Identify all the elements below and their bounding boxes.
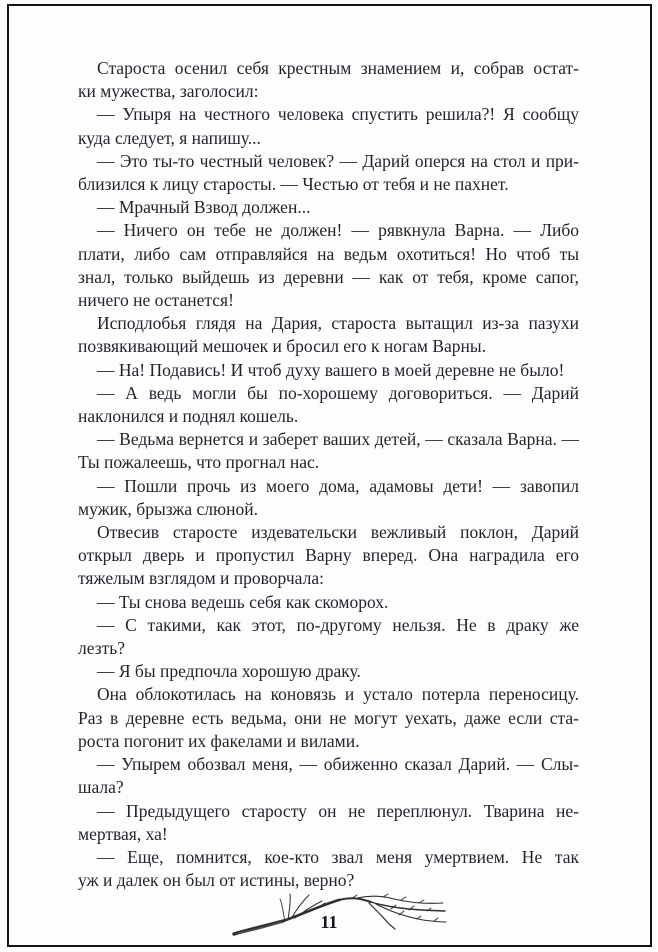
paragraph xyxy=(78,57,579,103)
text-line: — Ничего он тебе не должен! — рявкнула Варна. — Либо xyxy=(97,220,579,241)
text-block xyxy=(78,57,579,892)
text-line: — Пошли прочь из моего дома, адамовы дети! — завопил xyxy=(97,475,579,496)
text-line: — Упыря на честного человека спустить решила?! Я сообщу xyxy=(97,104,579,125)
text-line: знал, только выйдешь из деревни — как от тебя, кроме сапог, xyxy=(78,266,579,287)
text-line: ки мужества, заголосил: xyxy=(78,81,259,102)
paragraph xyxy=(78,660,579,683)
paragraph xyxy=(78,683,579,753)
text-line: Ты пожалеешь, что прогнал нас. xyxy=(78,452,320,473)
text-line: лезть? xyxy=(78,638,126,659)
text-line: шала? xyxy=(78,777,124,798)
text-line: роста погонит их факелами и вилами. xyxy=(78,730,360,751)
text-line: — Это ты-то честный человек? — Дарий оперся на стол и при- xyxy=(97,150,579,171)
paragraph xyxy=(78,475,579,521)
text-line: — А ведь могли бы по-хорошему договориться. — Дарий xyxy=(97,382,579,403)
text-line: — Ведьма вернется и заберет ваших детей, — сказала Варна. — xyxy=(97,429,579,450)
page-number: 11 xyxy=(320,912,338,932)
text-line: открыл дверь и пропустил Варну вперед. Она наградила его xyxy=(78,545,579,566)
page-footer xyxy=(231,889,449,943)
text-line: близился к лицу старосты. — Честью от тебя и не пахнет. xyxy=(78,174,509,195)
text-line: — На! Подавись! И чтоб духу вашего в моей деревне не было! xyxy=(97,359,565,380)
text-line: тяжелым взглядом и проворчала: xyxy=(78,568,324,589)
text-line: Староста осенил себя крестным знамением и, собрав остат- xyxy=(97,58,579,78)
paragraph xyxy=(78,800,579,846)
text-line: Раз в деревне есть ведьма, они не могут уехать, даже если ста- xyxy=(78,707,579,728)
text-line: — Мрачный Взвод должен... xyxy=(97,197,311,218)
text-line: плати, либо сам отправляйся на ведьм охотиться! Но чтоб ты xyxy=(78,243,579,264)
paragraph xyxy=(78,359,579,382)
paragraph xyxy=(78,219,579,312)
paragraph xyxy=(78,196,579,219)
paragraph xyxy=(78,846,579,892)
paragraph xyxy=(78,428,579,474)
text-line: наклонился и поднял кошель. xyxy=(78,406,299,427)
text-line: куда следует, я напишу... xyxy=(78,127,261,148)
text-line: — С такими, как этот, по-другому нельзя. Не в драку же xyxy=(97,614,579,635)
text-line: мужик, брызжа слюной. xyxy=(78,498,258,519)
text-line: — Упырем обозвал меня, — обиженно сказал Дарий. — Слы- xyxy=(97,754,579,775)
paragraph xyxy=(78,103,579,149)
text-line: мертвая, ха! xyxy=(78,823,168,844)
text-line: Исподлобья глядя на Дария, староста вытащил из-за пазухи xyxy=(97,313,579,334)
paragraph xyxy=(78,382,579,428)
paragraph xyxy=(78,753,579,799)
text-line: — Ты снова ведешь себя как скоморох. xyxy=(97,591,389,612)
paragraph xyxy=(78,312,579,358)
paragraph xyxy=(78,614,579,660)
text-line: ничего не останется! xyxy=(78,290,234,311)
text-line: Отвесив старосте издевательски вежливый поклон, Дарий xyxy=(97,522,579,543)
text-line: — Предыдущего старосту он не переплюнул. Тварина не- xyxy=(97,800,579,821)
text-line: уж и далек он был от истины, верно? xyxy=(78,870,355,891)
text-line: — Еще, помнится, кое-кто звал меня умертвием. Не так xyxy=(97,846,579,867)
paragraph xyxy=(78,521,579,591)
paragraph xyxy=(78,591,579,614)
text-line: — Я бы предпочла хорошую драку. xyxy=(97,661,361,682)
text-line: позвякивающий мешочек и бросил его к ногам Варны. xyxy=(78,336,487,357)
paragraph xyxy=(78,150,579,196)
text-line: Она облокотилась на коновязь и устало потерла переносицу. xyxy=(97,684,579,705)
